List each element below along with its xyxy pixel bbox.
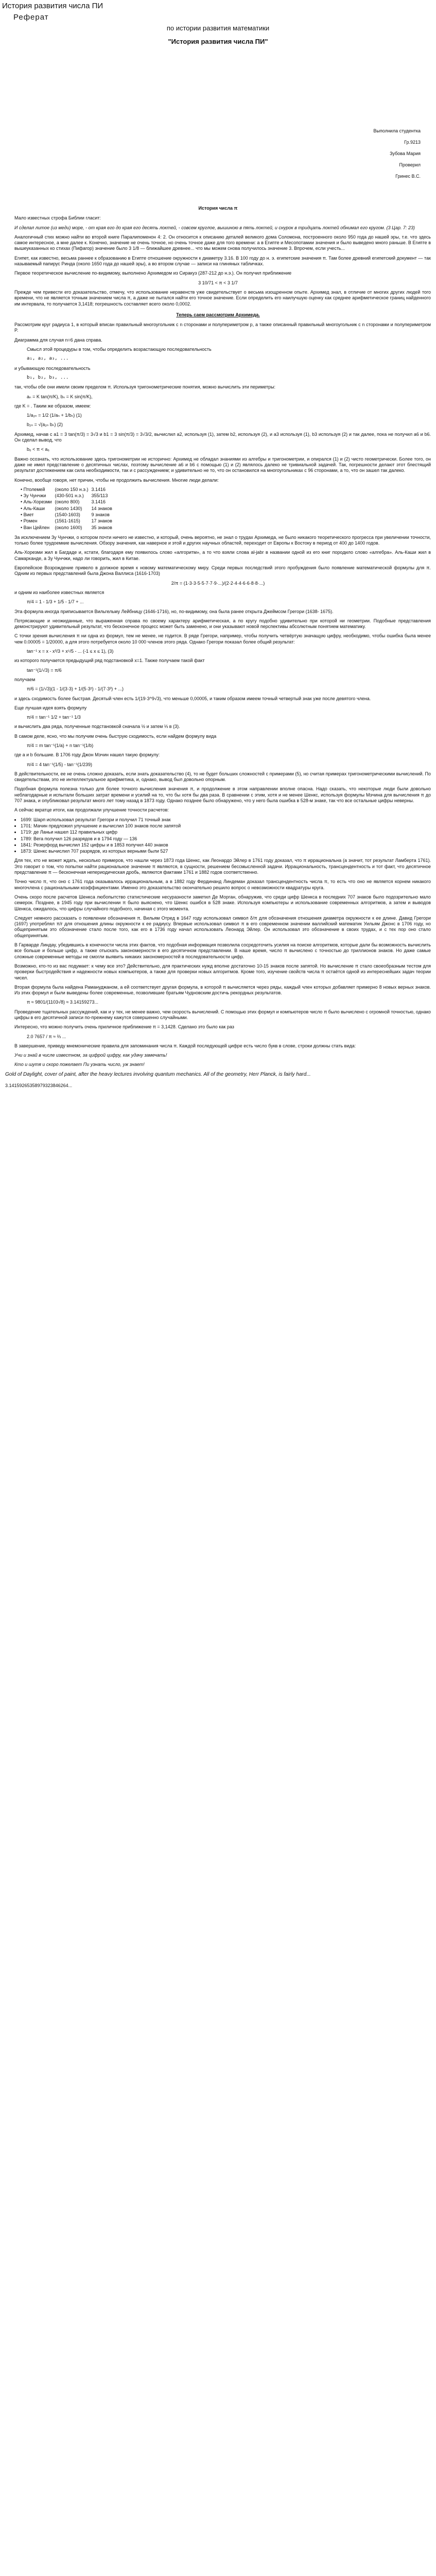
- paragraph: из которого получается предыдущий ряд подстановкой x=1. Также получаем такой факт: [14, 658, 205, 664]
- paragraph: Архимед, начав с a1 = 3 tan(π/3) = 3√3 и b1 = 3 sin(π/3) = 3√3/2, вычислил a2, используя (1), затем b2, используя (2), и a3 используя (1), b3 используя (2) и так далее, пока не получил a6 и b6. Он сделал вывод, что: [14, 431, 431, 443]
- table-cell-name: • Аль-Каши: [21, 505, 45, 511]
- paragraph: Для тех, кто не может ждать, несколько примеров, что нашли через 1873 года Шенкс, как Леонардо Эйлер в 1761 году доказал, что π иррациональна (а значит, тот результат Ламберта 1761). Это говорит о том, что попытки найти рациональное значение π являются, в сущности, решением бессмысленной задачи. Иррациональность, трансцендентность и тот факт, что десятичное представление π — бесконечная непериодическая дробь, являются фактами 1761 и 1882 годов соответственно.: [14, 858, 431, 875]
- bible-quote: И сделал литое (из меди) море, - от края его до края его десять локтей, - совсем круглое, вышиною в пять локтей, и снурок в тридцать локтей обнимал его кругом. (3 Цар. 7: 23): [14, 225, 415, 230]
- document-topic: по истории развития математики: [166, 24, 270, 32]
- list-item: • 1873: Шенкс вычислил 707 разрядов, из которых верными были 527: [21, 849, 431, 854]
- paragraph: где a и b большие. В 1706 году Джон Мэчин нашел такую формулу:: [14, 752, 160, 758]
- paragraph: В Гарварде Линдау, убедившись в конечности числа этих фактов, что подобная информация позволила сосредоточить усилия на поиске алгоритмов, которые дали бы возможность вычислить все больше и больше цифр, а также отыскать закономерности в его десятичном представлении. В наше время, число π вычислено с точностью до триллионов знаков. Но даже самые сложные современные методы не смогли выявить никаких закономерностей в последовательности цифр.: [14, 942, 431, 959]
- mnemonic-ru-2: Кто и шутя и скоро пожелает Пи узнать число, уж знает!: [14, 1062, 145, 1067]
- table-cell-period: (около 1430): [55, 505, 82, 511]
- paragraph: За исключением Зу Чунчжи, о котором почти ничего не известно, и который, очень вероятно, не знал о трудах Архимеда, не было никакого теоретического прогресса при увеличении точности, только более трудоемкие вычисления. Обзору значения, как наверное и этой и других научных областей, переходит от Европы к Востоку в период от 400 до 1400 годов.: [14, 534, 431, 546]
- pi-digits: 3.14159265358979323846264...: [5, 1083, 73, 1089]
- table-cell-period: (1561-1615): [55, 518, 80, 524]
- paragraph: Точно число π, что оно с 1761 года оказывалось иррациональным, а в 1882 году Фердинанд Линдеман доказал трансцендентность числа π, то есть что оно не является корнем никакого многочлена с рациональными коэффициентами. Именно это доказательство окончательно решило вопрос о невозможности квадратуры круга.: [14, 879, 431, 890]
- paragraph: Важно осознать, что использование здесь тригонометрии не исторично: Архимед не обладал знаниями из алгебры и тригонометрии, и опирался (1) и (2) чисто геометрически. Более того, он даже не имел представление о десятичных числах, поэтому вычисление a6 и b6 с помощью (1) и (2) являлось далеко не тривиальной задачей. Так, погрешности делают этот блестящий результат достижением как сила необходимости, так и с рассуждением; и удивительно не то, что он остановился на многоугольниках с 96 сторонами, а то, что он зашел так далеко.: [14, 456, 431, 473]
- paragraph: Европейское Возрождение привело в должное время к новому математическому миру. Среди первых последствий этого пробуждения было появление математической формулы для π. Одним из первых представлений была Джона Валлиса (1616-1703): [14, 565, 431, 577]
- section-title: История числа π: [198, 206, 238, 211]
- paragraph: Аль-Хорезми жил в Багдаде и, кстати, благодаря ему появилось слово «алгоритм», а то что взяли слова al-jabr в названии одной из его книг породило слово «алгебра». Аль-Каши жил в Самарканде, а Зу Чунчжи, надо ли говорить, жил в Китае.: [14, 550, 431, 561]
- formula-wallis: 2/π = (1·3·3·5·5·7·7·9·...)/(2·2·4·4·6·6·8·8·...): [171, 580, 265, 586]
- mnemonic-en: Gold of Daylight, cover of paint, after the heavy lectures involving quantum mechanics. All of the geometry, Herr Planck, is fairly hard...: [5, 1071, 311, 1077]
- checked-label: Проверил: [399, 162, 421, 167]
- formula-ab: π/4 = m tan⁻¹(1/a) + n tan⁻¹(1/b): [27, 743, 94, 748]
- formula-seq-b: b₁, b₂, b₃, ...: [27, 375, 69, 380]
- paragraph: Подобная формула полезна только для более точного вычисления значения π, и продолжение в этом направлении вполне опасна. Надо сказать, что некоторые люди были довольно неблагодарные и испытали больших затрат времени и усилий на то, что бы хотя бы два раза. В сравнении с этим, хотя и не менее Шенкс, используя формулы Мэчина для вычисления π до 707 знака, и опубликовал результат много лет тому назад в 1873 году. Однако позднее было обнаружено, что у него была ошибка в 528-м знаке, так что все остальные цифры неверны.: [14, 786, 431, 804]
- paragraph: Конечно, вообще говоря, нет причин, чтобы не продолжить вычисления. Многие люди делали:: [14, 477, 219, 483]
- list-item: • 1701: Мачин предложил улучшение и вычислил 100 знаков после запятой: [21, 823, 431, 829]
- paragraph: Смысл этой процедуры в том, чтобы определить возрастающую последовательность: [27, 347, 212, 352]
- table-cell-name: • Ромен: [21, 518, 38, 524]
- paragraph: Египет, как известно, весьма раннее к образованию в Египте отношение окружности к диаметру 3.16. В 100 году до н. э. египетские значения π. Там более древний египетский документ — так называемый папирус Ринда (около 1650 года до нашей эры), а во втором случае — записи на глиняных табличках.: [14, 255, 431, 267]
- formula-machin: π/4 = 4 tan⁻¹(1/5) - tan⁻¹(1/239): [27, 761, 93, 767]
- table-cell-value: 3.1416: [91, 499, 106, 505]
- table-row: [21, 506, 115, 512]
- table-row: [21, 487, 115, 493]
- table-cell-period: (1540-1603): [55, 512, 80, 517]
- paragraph: Возможно, кто-то из вас подумает: к чему все это? Действительно, для практических нужд вполне достаточно 10-15 знаков после запятой. Но вычисление π стало своеобразным тестом для проверки быстродействия и надежности новых компьютеров, а также для проверки новых алгоритмов. Кроме того, изучение свойств числа π остаётся одной из интереснейших задач теории чисел.: [14, 963, 431, 980]
- section-title: Теперь саем рассмотрим Архимеда.: [176, 312, 260, 317]
- list-item: • 1841: Резерфорд вычислил 152 цифры и в 1853 получил 440 знаков: [21, 842, 431, 848]
- table-cell-value: 35 знаков: [91, 524, 112, 530]
- table-row: [21, 518, 115, 524]
- paragraph: В самом деле, ясно, что мы получим очень быструю сходимость, если найдем формулу вида: [14, 733, 217, 739]
- formula-rec1: 1/a₂ₙ = 1/2 (1/aₙ + 1/bₙ) (1): [27, 413, 82, 418]
- formula-gregory: tan⁻¹ x = x - x³/3 + x⁵/5 - ... (-1 ≤ x ≤ 1), (3): [27, 649, 114, 654]
- formula-leibniz: π/4 = 1 - 1/3 + 1/5 - 1/7 + ...: [27, 599, 84, 605]
- formula-series-sqrt: π/6 = (1/√3)(1 - 1/(3·3) + 1/(5·3²) - 1/(7·3³) + ...): [27, 686, 124, 692]
- paragraph: и убывающую последовательность: [14, 365, 91, 371]
- formula-archimedes: 3 10/71 < π < 3 1/7: [198, 280, 238, 285]
- document-kind: Реферат: [13, 13, 49, 22]
- timeline-list: [21, 817, 431, 855]
- paragraph: и одним из наиболее известных является: [14, 589, 104, 595]
- table-cell-name: • Аль-Хорезми: [21, 499, 52, 505]
- table-cell-value: 14 знаков: [91, 505, 112, 511]
- paragraph: А сейчас вкратце итоги, как продолжали улучшение точности расчетов:: [14, 807, 169, 813]
- paragraph: В действительности, ее не очень сложно доказать, если знать доказательство (4), то не будет больших сложностей с примерами (5), но считая примерах тригонометрическими вычислений. По свидетельствам, это не интеллектуальное арифметика, и, однако, вывод был довольно опорным.: [14, 771, 431, 783]
- table-cell-name: • Зу Чунчжи: [21, 493, 46, 499]
- paragraph: Аналогичный стих можно найти во второй книге Паралипоменон 4: 2. Он относится к описанию деталей великого дома Соломона, построенного около 950 года до нашей эры, т.е. что здесь самое интересное, а мне далее к. Конечно, значение не очень точное, но очень точное даже для того времени: а в Египте и Месопотамии значения и было выведено много раньше. В Египте в вышеуказанных ко стихах (Пифагор) значение было 3 1/8 — ближайшее древнее... что мы можем снова получилось значение 3. Впрочем, если учесть...: [14, 234, 431, 251]
- pi-computers-table: [21, 487, 115, 531]
- paragraph: Мало известных строфа Библии гласит:: [14, 215, 101, 221]
- table-cell-period: (430-501 н.э.): [55, 493, 84, 499]
- paragraph: так, чтобы обе они имели своим пределом π. Используя тригонометрические понятия, можно вычислить эти периметры:: [14, 384, 276, 390]
- formula-ramanujan: π ≈ 9801/(1103√8) ≈ 3.14159273...: [27, 999, 98, 1005]
- paragraph: Рассмотрим круг радиуса 1, в который вписан правильный многоугольник с n сторонами и полупериметром p, а также описанный правильный многоугольник с n сторонами и полупериметром P.: [14, 322, 431, 333]
- paragraph: Потрясающие и неожиданные, что выраженная справа по своему характеру арифметическая, а по кругу подобно удивительно при которой ни геометрии. Подобные представления демонстрируют удивительный результат, что бесконечное процесс может быть заменено, и они указывают новой перспективы абсолютным понятием математику.: [14, 618, 431, 630]
- table-cell-value: 355/113: [91, 493, 108, 499]
- table-row: [21, 493, 115, 499]
- article-body: [0, 206, 436, 1089]
- student-name: Зубова Мария: [390, 151, 421, 156]
- table-row: [21, 499, 115, 505]
- table-row: [21, 512, 115, 518]
- list-item: • 1789: Вега получил 126 разрядов и в 1794 году — 136: [21, 836, 431, 842]
- table-cell-period: (около 800): [55, 499, 80, 505]
- paragraph: С точки зрения вычисления π ни одна из формул, тем не менее, не годится. В ряде Грегори, например, чтобы получить четвёртую значащую цифру, необходимо, чтобы ошибка была менее чем 0.00005 = 1/20000, а для этого потребуется около 10 000 членов этого ряда. Однако Грегори показал более общий результат:: [14, 633, 431, 645]
- table-cell-period: (около 1600): [55, 524, 82, 530]
- paragraph: Проведение тщательных рассуждений, как и у тех, не менее важно, чем скорость вычислений. С помощью этих формул и компьютеров число π было вычислено с огромной точностью, однако цифры в его десятичной записи по-прежнему кажутся совершенно случайными.: [14, 1009, 431, 1020]
- table-cell-value: 9 знаков: [91, 512, 110, 517]
- author-block: [0, 128, 436, 200]
- paragraph: и вычислить два ряда, полученные подстановкой сначала ½ и затем ⅓ в (3).: [14, 724, 180, 730]
- formula-ineq: b₆ < π < a₆: [27, 447, 49, 452]
- document-name: "История развития числа ПИ": [168, 38, 268, 45]
- done-by-label: Выполнила студентка: [373, 128, 421, 133]
- paragraph: В завершение, приведу мнемонические правила для запоминания числа π. Каждой последующей цифре есть число букв в слове, строки должны стать вида:: [14, 1043, 356, 1048]
- group-label: Гр.9213: [404, 140, 421, 145]
- mnemonic-ru-1: Учи и знай в числе известном, за цифрой цифру, как удачу замечать!: [14, 1053, 167, 1058]
- list-item: • 1719: де Ланьи нашел 112 правильных цифр: [21, 829, 431, 835]
- paragraph: Следует немного рассказать о появлении обозначения π. Вильям Отред в 1647 году использовал символ δ/π для обозначения отношения диаметра окружности к ее длине. Давид Грегори (1697) употреблял π/r для отношения длины окружности к ее радиусу. Впервые использовал символ π в его современном значении валлийский математик Уильям Джонс в 1706 году, но общепринятым это обозначение стало после того, как его в 1736 году начал использовать Леонард Эйлер. Он использовал это обозначение в своих трудах, и с тех пор оно стало общепринятым.: [14, 915, 431, 938]
- site-title: История развития числа ПИ: [2, 2, 103, 10]
- paragraph: Эта формула иногда приписывается Вильгельму Лейбницу (1646-1716), но, по-видимому, она была ранее открыта Джеймсом Грегори (1638- 1675).: [14, 608, 334, 614]
- formula-an: aₙ = K tan(π/K), bₙ = K sin(π/K),: [27, 394, 93, 399]
- paragraph: Первое теоретическое вычисление по-видимому, выполнено Архимедом из Сиракуз (287-212 до н.э.). Он получил приближение: [14, 270, 292, 276]
- paragraph: Очень скоро после расчетов Шенкса любопытство статистические несуразности заметил Де Морган, обнаружив, что среди цифр Шенкса в последних 707 знаков было подозрительно мало семерок. Позднее, в 1945 году при вычислении π было выяснено, что Шенкс ошибся в 528 знаке. Используя компьютеры и использование современных алгоритмов, а затем и выводов Шенкса, ожидалось, что цифры случайного подобного, начиная с этого момента.: [14, 894, 431, 911]
- paragraph: Вторая формула была найдена Рамануджаном, а ей соответствует другая формула, в которой π вычисляется через ряды, каждый член которых добавляет примерно 8 новых верных знаков. Из этих формул и были выведены более современные, позволившие братьям Чудновским достичь рекордных результатов.: [14, 984, 431, 996]
- formula-tan: π/4 = tan⁻¹ 1/2 + tan⁻¹ 1/3: [27, 715, 81, 720]
- paragraph: Прежде чем привести его доказательство, отмечу, что использование неравенств уже свидетельствует о весьма изощренном опыте. Архимед знал, в отличие от многих других людей того времени, что не является точным значением числа π, а даже не пытался найти его точное значение. Если определить его наилучшую оценку как среднее арифметическое границ найденного им интервала, то получается 3,1418; погрешность составляет всего около 0,0002.: [14, 289, 431, 307]
- table-cell-period: (около 150 н.э.): [55, 486, 89, 492]
- formula-approx: 2.0 7657 / π ≈ ⅔ ...: [27, 1033, 66, 1039]
- paragraph: Еще лучшая идея взять формулу: [14, 705, 87, 710]
- paragraph: Интересно, что можно получить очень приличное приближение π = 3,1428. Сделано это было как раз: [14, 1024, 234, 1030]
- list-item: • 1699: Шарп использовал результат Грегори и получил 71 точный знак: [21, 817, 431, 823]
- table-cell-value: 3.1416: [91, 486, 106, 492]
- table-cell-name: • Ван Цейлен: [21, 524, 50, 530]
- paragraph: и здесь сходимость более быстрая. Десятый член есть 1/(19·3^9√3), что меньше 0,00005, и таким образом имеем точный четвертый знак уже после девятого члена.: [14, 696, 371, 701]
- teacher-name: Гринес В.С.: [395, 174, 421, 179]
- table-cell-name: • Виет: [21, 512, 34, 517]
- paragraph: получаем: [14, 676, 36, 682]
- table-row: [21, 525, 115, 531]
- formula-rec2: b₂ₙ = √(a₂ₙ bₙ) (2): [27, 422, 63, 428]
- paragraph: где K = . Таким же образом, имеем:: [14, 403, 91, 409]
- paragraph: Диаграмма для случая n=6 дана справа.: [14, 337, 102, 343]
- table-cell-name: • Птолемей: [21, 486, 45, 492]
- table-cell-value: 17 знаков: [91, 518, 112, 524]
- formula-fact: tan⁻¹(1/√3) = π/6: [27, 667, 62, 673]
- formula-seq-a: a₁, a₂, a₃, ...: [27, 356, 69, 362]
